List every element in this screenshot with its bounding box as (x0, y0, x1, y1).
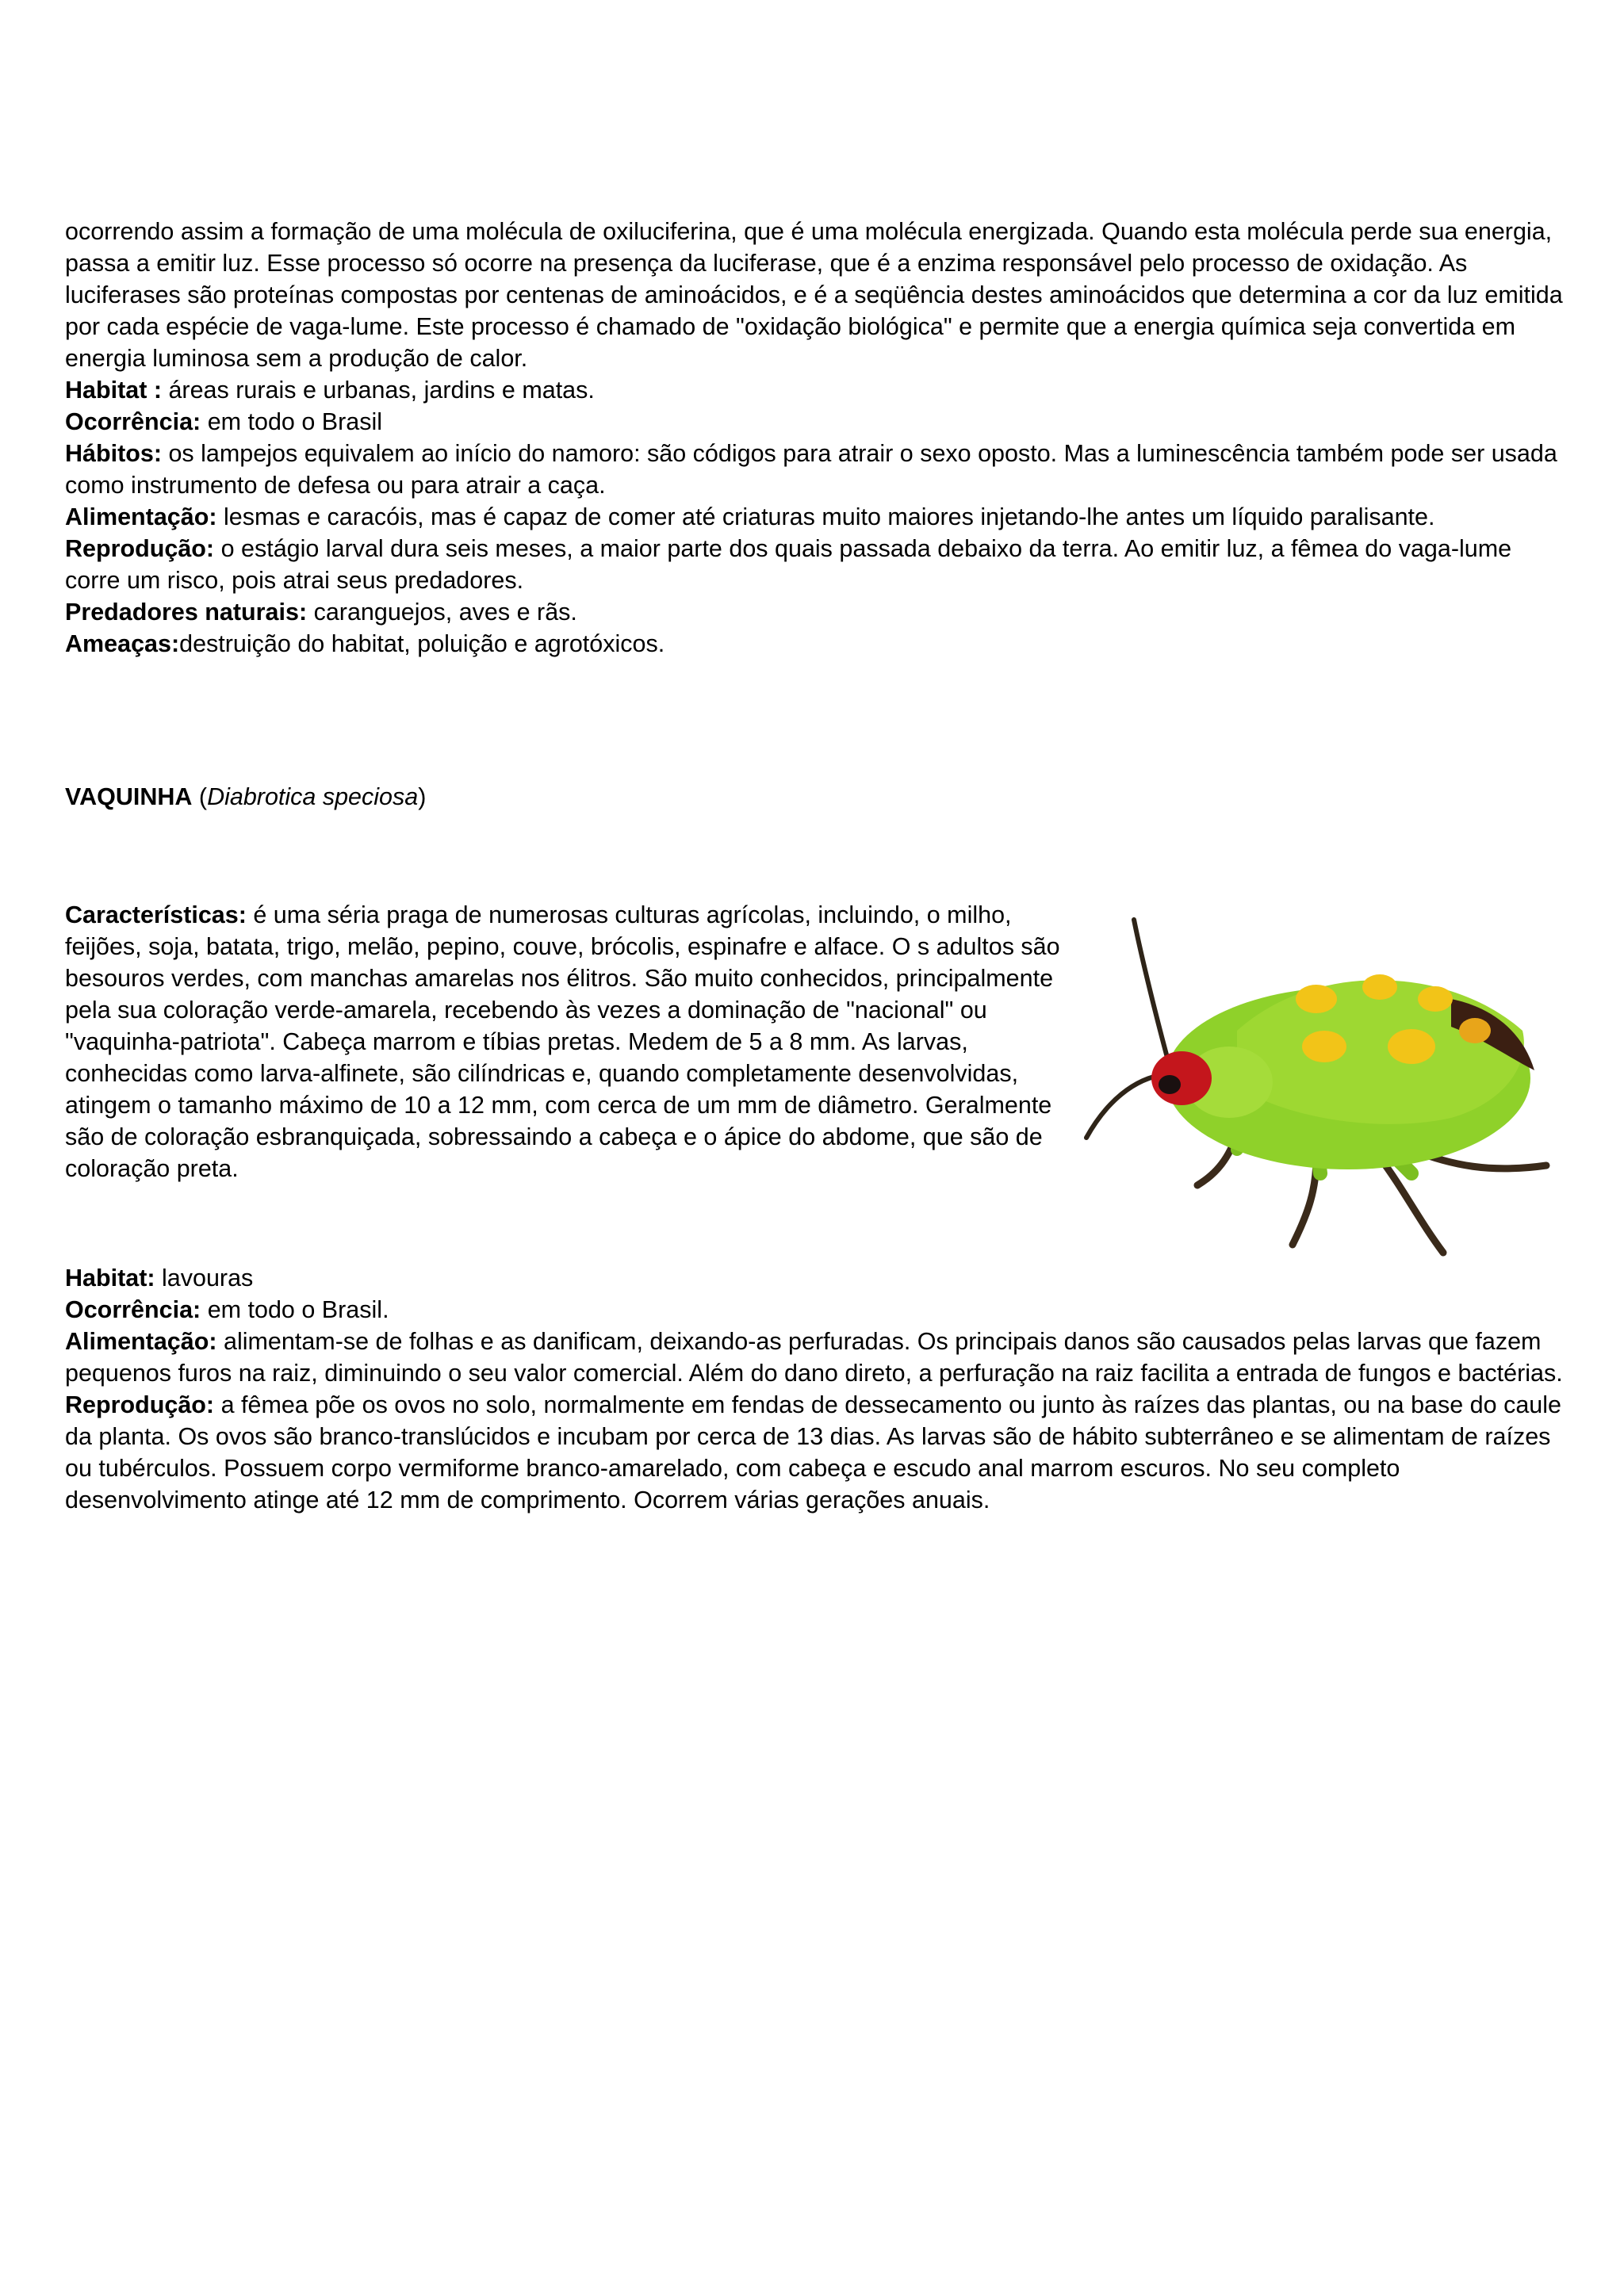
characteristics-block (65, 899, 1064, 1184)
paren-open: ( (192, 783, 208, 810)
field-threats (65, 628, 1572, 660)
field-text: caranguejos, aves e rãs. (307, 599, 577, 626)
field-text: áreas rurais e urbanas, jardins e matas. (162, 377, 595, 404)
field-text: a fêmea põe os ovos no solo, normalmente em fendas de dessecamento ou junto às raízes das plantas, ou na base do caule da planta. Os ovos são branco-translúcidos e incubam por cerca de 13 dias. As larvas são de hábito subterrâneo e se alimentam de raízes ou tubérculos. Possuem corpo vermiforme branco-amarelado, com cabeça e escudo anal marrom escuros. No seu completo desenvolvimento atinge até 12 mm de comprimento. Ocorrem várias gerações anuais. (65, 1391, 1561, 1513)
field-label: Habitat : (65, 377, 162, 404)
field-label: Alimentação: (65, 503, 217, 530)
field-reproduction (65, 533, 1572, 596)
field-habitat (65, 374, 1572, 406)
field-diet (65, 1326, 1572, 1389)
field-text: alimentam-se de folhas e as danificam, deixando-as perfuradas. Os principais danos são causados pelas larvas que fazem pequenos furos na raiz, diminuindo o seu valor comercial. Além do dano direto, a perfuração na raiz facilita a entrada de fungos e bactérias. (65, 1328, 1563, 1387)
field-label: Ameaças: (65, 630, 180, 657)
section-title (65, 781, 1017, 813)
field-text: os lampejos equivalem ao início do namoro: são códigos para atrair o sexo oposto. Mas a luminescência também pode ser usada como instrumento de defesa ou para atrair a caça. (65, 440, 1557, 499)
green-beetle-illustration (1078, 912, 1554, 1276)
field-diet (65, 501, 1572, 533)
field-label: Hábitos: (65, 440, 162, 467)
field-reproduction (65, 1389, 1572, 1516)
paren-close: ) (418, 783, 427, 810)
field-label: Características: (65, 901, 247, 928)
vaquinha-details (65, 1262, 1572, 1516)
field-label: Alimentação: (65, 1328, 217, 1355)
field-occurrence (65, 1294, 1572, 1326)
field-habitat (65, 1262, 1572, 1294)
field-text: em todo o Brasil (201, 408, 383, 435)
intro-paragraph: ocorrendo assim a formação de uma molécula de oxiluciferina, que é uma molécula energizada. Quando esta molécula perde sua energia, passa a emitir luz. Esse processo só ocorre na presença da luciferase, que é a enzima responsável pelo processo de oxidação. As luciferases são proteínas compostas por centenas de aminoácidos, e é a seqüência destes aminoácidos que determina a cor da luz emitida por cada espécie de vaga-lume. Este processo é chamado de "oxidação biológica" e permite que a energia química seja convertida em energia luminosa sem a produção de calor. (65, 218, 1563, 372)
field-label: Habitat: (65, 1265, 155, 1292)
field-habits (65, 438, 1572, 501)
field-text: em todo o Brasil. (201, 1296, 389, 1323)
field-label: Ocorrência: (65, 1296, 201, 1323)
field-label: Ocorrência: (65, 408, 201, 435)
field-text: destruição do habitat, poluição e agrotóxicos. (179, 630, 665, 657)
firefly-section-continuation (65, 216, 1572, 660)
field-occurrence (65, 406, 1572, 438)
scientific-name: Diabrotica speciosa (207, 783, 419, 810)
field-label: Reprodução: (65, 1391, 215, 1418)
field-label: Reprodução: (65, 535, 215, 562)
field-predators (65, 596, 1572, 628)
field-text: o estágio larval dura seis meses, a maior parte dos quais passada debaixo da terra. Ao emitir luz, a fêmea do vaga-lume corre um risco, pois atrai seus predadores. (65, 535, 1512, 594)
field-label: Predadores naturais: (65, 599, 308, 626)
species-name: VAQUINHA (65, 783, 193, 810)
field-text: lesmas e caracóis, mas é capaz de comer até criaturas muito maiores injetando-lhe antes um líquido paralisante. (216, 503, 1435, 530)
field-text: lavouras (155, 1265, 254, 1292)
characteristics-text: é uma séria praga de numerosas culturas agrícolas, incluindo, o milho, feijões, soja, batata, trigo, melão, pepino, couve, brócolis, espinafre e alface. O s adultos são besouros verdes, com manchas amarelas nos élitros. São muito conhecidos, principalmente pela sua coloração verde-amarela, recebendo às vezes a dominação de "nacional" ou "vaquinha-patriota". Cabeça marrom e tíbias pretas. Medem de 5 a 8 mm. As larvas, conhecidas como larva-alfinete, são cilíndricas e, quando completamente desenvolvidas, atingem o tamanho máximo de 10 a 12 mm, com cerca de um mm de diâmetro. Geralmente são de coloração esbranquiçada, sobressaindo a cabeça e o ápice do abdome, que são de coloração preta. (65, 901, 1060, 1182)
